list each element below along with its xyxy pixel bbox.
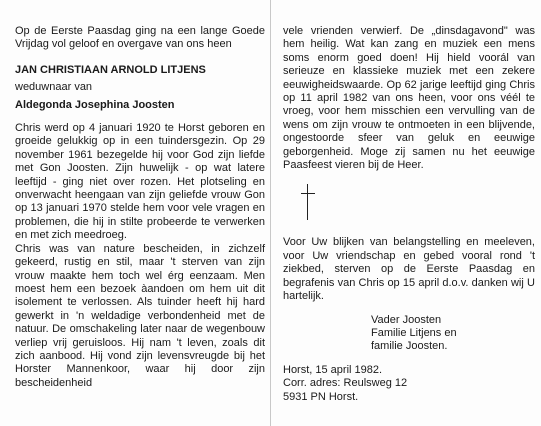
signers-block	[283, 314, 535, 354]
biography-paragraph-3: vele vrienden verwierf. De „dinsdagavond" was hem heilig. Wat kan zang en muziek een mens soms enorm goed doen! Hij hield voorál van serieuze en klassieke muziek met een zekere eeuwigheidswaarde. Op 62 jarige leeftijd ging Chris op 11 april 1982 van ons heen, voor ons véél te vroeg, voor hem misschien een vervulling van de wens om zijn vrouw te ontmoeten in een blijvende, ongestoorde sfeer van geluk en eeuwige geborgenheid. Moge zij samen nu het eeuwige Paasfeest vieren bij de Heer.	[283, 25, 535, 172]
biography-paragraph-1: Chris werd op 4 januari 1920 te Horst geboren en groeide gelukkig op in een tuindersgezin. Op 29 november 1961 bezegelde hij voor God zijn liefde met Gon Joosten. Zijn huwelijk - op wat latere leeftijd - ging niet over rozen. Het plotseling en onverwacht heengaan van zijn geliefde vrouw Gon op 13 januari 1970 stelde hem voor vele vragen en problemen, die hij in stilte probeerde te verwerken en met zich meedroeg.	[15, 122, 265, 242]
intro-text: Op de Eerste Paasdag ging na een lange Goede Vrijdag vol geloof en overgave van ons heen	[15, 25, 265, 51]
correspondence-address: Corr. adres: Reulsweg 12	[283, 377, 408, 390]
spouse-name: Aldegonda Josephina Joosten	[15, 98, 175, 111]
signer-line: Vader Joosten	[371, 313, 442, 326]
fold-line	[270, 0, 271, 426]
deceased-name: JAN CHRISTIAAN ARNOLD LITJENS	[15, 63, 206, 76]
signer-line: Familie Litjens en	[371, 326, 457, 339]
signer-line: familie Joosten.	[371, 340, 448, 353]
cross-icon	[301, 184, 315, 220]
widower-label: weduwnaar van	[15, 81, 93, 94]
footer-block	[283, 364, 535, 404]
biography-paragraph-2: Chris was van nature bescheiden, in zichzelf gekeerd, rustig en stil, maar 't sterven van zijn vrouw maakte hem toch wel érg eenzaam. Men moest hem een bezoek àandoen om hem uit dit isolement te verlossen. Als tuinder heeft hij hard gewerkt in 'n weldadige verbondenheid met de natuur. De omschakeling later naar de wegenbouw verliep vrij geruisloos. Hij nam 't leven, zoals dit zich aanbood. Hij vond zijn levensvreugde bij het Horster Mannenkoor, waar hij door zijn bescheidenheid	[15, 242, 265, 389]
right-column	[283, 0, 535, 404]
left-column	[15, 0, 265, 390]
place-date: Horst, 15 april 1982.	[283, 363, 383, 376]
postcode-line: 5931 PN Horst.	[283, 390, 359, 403]
thanks-text: Voor Uw blijken van belangstelling en meeleven, voor Uw vriendschap en gebed vooral rond 't ziekbed, sterven op de Eerste Paasdag en begrafenis van Chris op 15 april d.o.v. danken wij U hartelijk.	[283, 236, 535, 303]
